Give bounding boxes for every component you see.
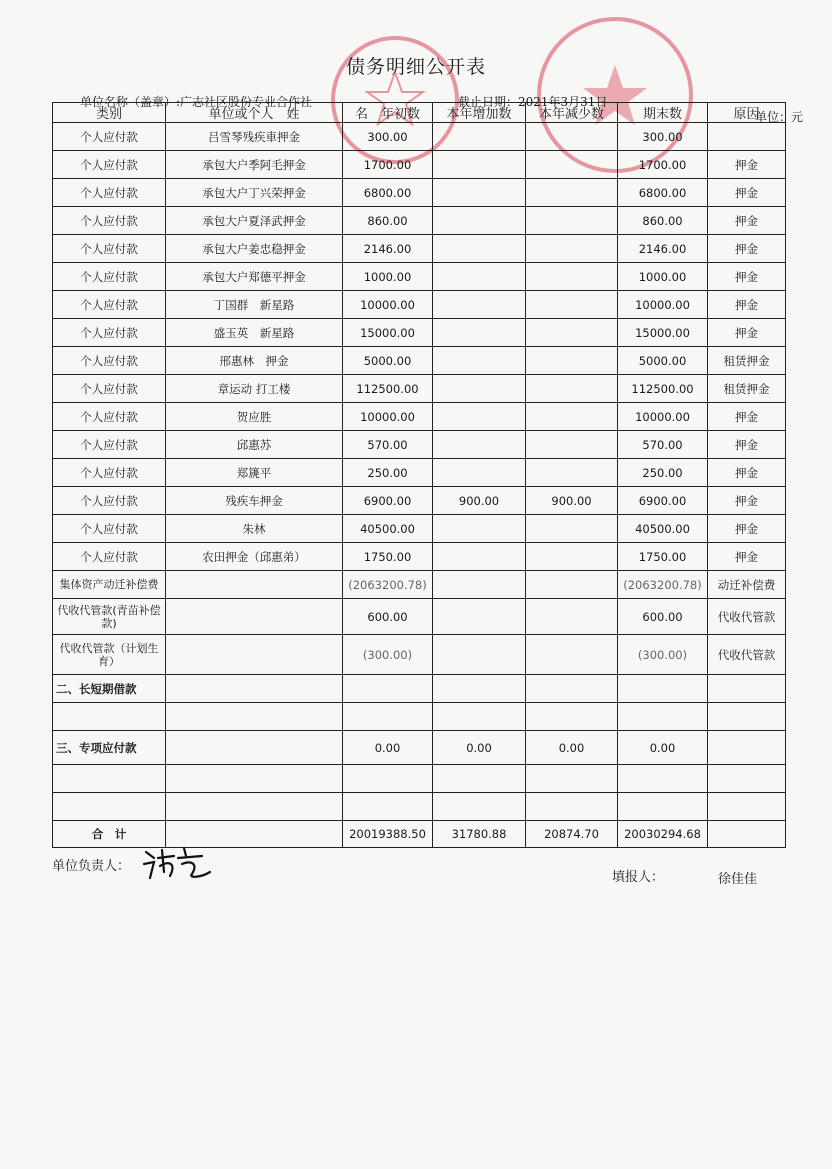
cell-increase bbox=[433, 403, 526, 431]
cell-reason: 押金 bbox=[708, 459, 786, 487]
cell-entity bbox=[166, 599, 343, 635]
cell-begin: 570.00 bbox=[343, 431, 433, 459]
cell-decrease bbox=[526, 599, 618, 635]
cell-category: 个人应付款 bbox=[53, 431, 166, 459]
cell-decrease bbox=[526, 459, 618, 487]
cell-decrease bbox=[526, 403, 618, 431]
head-signature bbox=[140, 842, 220, 882]
cell-begin: 15000.00 bbox=[343, 319, 433, 347]
header-begin-text: 年初数 bbox=[381, 107, 421, 122]
cell-reason: 押金 bbox=[708, 515, 786, 543]
cell-increase bbox=[433, 235, 526, 263]
cell-end: 570.00 bbox=[618, 431, 708, 459]
cell-end: 15000.00 bbox=[618, 319, 708, 347]
cell-increase bbox=[433, 291, 526, 319]
document-title: 债务明细公开表 bbox=[345, 56, 486, 78]
unit-name: 单位名称（盖章）:广志社区股份专业合作社 bbox=[80, 95, 313, 109]
cell-reason: 动迁补偿费 bbox=[708, 571, 786, 599]
cell-decrease bbox=[526, 291, 618, 319]
section-loans-label: 二、长短期借款 bbox=[53, 675, 166, 703]
table-row bbox=[53, 571, 786, 599]
cell-entity bbox=[166, 571, 343, 599]
cell-entity: 邱惠苏 bbox=[166, 431, 343, 459]
cell-category: 个人应付款 bbox=[53, 403, 166, 431]
cell-end: 2146.00 bbox=[618, 235, 708, 263]
cell-increase bbox=[433, 599, 526, 635]
cell-category: 个人应付款 bbox=[53, 543, 166, 571]
cell-begin: 6800.00 bbox=[343, 179, 433, 207]
cell-begin: 112500.00 bbox=[343, 375, 433, 403]
filler-label: 填报人： bbox=[612, 870, 665, 885]
cell-end: 1700.00 bbox=[618, 151, 708, 179]
cell-increase bbox=[433, 515, 526, 543]
cell-entity: 贺应胜 bbox=[166, 403, 343, 431]
special-increase: 0.00 bbox=[433, 731, 526, 765]
special-decrease: 0.00 bbox=[526, 731, 618, 765]
cell-reason bbox=[708, 123, 786, 151]
cell-entity: 农田押金（邱惠弟） bbox=[166, 543, 343, 571]
cell-decrease bbox=[526, 235, 618, 263]
cell-end: 10000.00 bbox=[618, 403, 708, 431]
cell-reason: 押金 bbox=[708, 235, 786, 263]
cell-decrease bbox=[526, 151, 618, 179]
cell-begin: 5000.00 bbox=[343, 347, 433, 375]
special-end: 0.00 bbox=[618, 731, 708, 765]
cell-category: 个人应付款 bbox=[53, 375, 166, 403]
header-name-suffix: 名 bbox=[354, 107, 368, 122]
table-row bbox=[53, 431, 786, 459]
cell-decrease: 900.00 bbox=[526, 487, 618, 515]
cell-end: 250.00 bbox=[618, 459, 708, 487]
total-decrease: 20874.70 bbox=[526, 821, 618, 848]
cell-reason: 押金 bbox=[708, 207, 786, 235]
cell-decrease bbox=[526, 635, 618, 675]
cell-begin: 1750.00 bbox=[343, 543, 433, 571]
total-end: 20030294.68 bbox=[618, 821, 708, 848]
header-entity-text: 单位或个人 姓 bbox=[208, 107, 300, 122]
cell-category: 个人应付款 bbox=[53, 263, 166, 291]
cell-decrease bbox=[526, 207, 618, 235]
table-row bbox=[53, 291, 786, 319]
cell-begin: 40500.00 bbox=[343, 515, 433, 543]
cell-reason: 押金 bbox=[708, 487, 786, 515]
table-row bbox=[53, 347, 786, 375]
cell-category: 集体资产动迁补偿费 bbox=[53, 571, 166, 599]
blank-row bbox=[53, 703, 786, 731]
debt-detail-table bbox=[52, 102, 786, 848]
section-special-label: 三、专项应付款 bbox=[53, 731, 166, 765]
cell-increase bbox=[433, 571, 526, 599]
cell-decrease bbox=[526, 515, 618, 543]
table-row bbox=[53, 319, 786, 347]
filler-name: 徐佳佳 bbox=[718, 872, 758, 887]
header-end: 期末数 bbox=[618, 103, 708, 123]
cell-begin: 600.00 bbox=[343, 599, 433, 635]
cell-entity: 承包大户郑德平押金 bbox=[166, 263, 343, 291]
section-row-loans bbox=[53, 675, 786, 703]
total-increase: 31780.88 bbox=[433, 821, 526, 848]
cell-begin: (2063200.78) bbox=[343, 571, 433, 599]
cell-entity: 章运动 打工楼 bbox=[166, 375, 343, 403]
table-row bbox=[53, 515, 786, 543]
header-entity bbox=[166, 103, 343, 123]
cell-end: (300.00) bbox=[618, 635, 708, 675]
header-category: 类别 bbox=[53, 103, 166, 123]
total-label: 合 计 bbox=[53, 821, 166, 848]
cell-end: (2063200.78) bbox=[618, 571, 708, 599]
cell-begin: 6900.00 bbox=[343, 487, 433, 515]
cell-entity bbox=[166, 635, 343, 675]
head-label: 单位负责人： bbox=[52, 859, 131, 874]
cell-category: 代收代管款(青苗补偿款) bbox=[53, 599, 166, 635]
cell-begin: (300.00) bbox=[343, 635, 433, 675]
cell-entity: 郑篪平 bbox=[166, 459, 343, 487]
table-row bbox=[53, 151, 786, 179]
cell-reason: 押金 bbox=[708, 543, 786, 571]
cell-entity: 盛玉英 新星路 bbox=[166, 319, 343, 347]
cell-reason: 押金 bbox=[708, 431, 786, 459]
cell-entity: 承包大户姜忠稳押金 bbox=[166, 235, 343, 263]
cell-increase bbox=[433, 151, 526, 179]
cell-increase bbox=[433, 635, 526, 675]
cell-end: 1000.00 bbox=[618, 263, 708, 291]
cell-category: 个人应付款 bbox=[53, 207, 166, 235]
currency-unit: 单位：元 bbox=[755, 110, 804, 124]
cell-category: 个人应付款 bbox=[53, 459, 166, 487]
cell-begin: 1700.00 bbox=[343, 151, 433, 179]
cell-end: 1750.00 bbox=[618, 543, 708, 571]
table-row bbox=[53, 487, 786, 515]
cell-end: 6900.00 bbox=[618, 487, 708, 515]
table-row bbox=[53, 263, 786, 291]
table-row bbox=[53, 543, 786, 571]
cell-reason: 押金 bbox=[708, 403, 786, 431]
cell-increase bbox=[433, 179, 526, 207]
cell-end: 600.00 bbox=[618, 599, 708, 635]
total-begin: 20019388.50 bbox=[343, 821, 433, 848]
blank-row bbox=[53, 793, 786, 821]
cell-decrease bbox=[526, 347, 618, 375]
cell-entity: 朱林 bbox=[166, 515, 343, 543]
header-decrease: 本年减少数 bbox=[526, 103, 618, 123]
cell-entity: 邢惠林 押金 bbox=[166, 347, 343, 375]
cell-end: 5000.00 bbox=[618, 347, 708, 375]
cell-begin: 2146.00 bbox=[343, 235, 433, 263]
table-row bbox=[53, 235, 786, 263]
cell-decrease bbox=[526, 179, 618, 207]
cell-entity: 吕雪琴残疾車押金 bbox=[166, 123, 343, 151]
cell-reason: 押金 bbox=[708, 179, 786, 207]
cell-increase bbox=[433, 319, 526, 347]
cell-begin: 300.00 bbox=[343, 123, 433, 151]
cell-category: 个人应付款 bbox=[53, 235, 166, 263]
cell-entity: 承包大户丁兴荣押金 bbox=[166, 179, 343, 207]
cell-entity: 承包大户夏泽武押金 bbox=[166, 207, 343, 235]
section-row-special bbox=[53, 731, 786, 765]
header-increase: 本年增加数 bbox=[433, 103, 526, 123]
header-row bbox=[53, 103, 786, 123]
table-row bbox=[53, 403, 786, 431]
blank-row bbox=[53, 765, 786, 793]
cell-category: 个人应付款 bbox=[53, 179, 166, 207]
cell-reason: 押金 bbox=[708, 291, 786, 319]
cell-decrease bbox=[526, 319, 618, 347]
cell-reason: 租赁押金 bbox=[708, 347, 786, 375]
cell-category: 个人应付款 bbox=[53, 291, 166, 319]
cell-category: 个人应付款 bbox=[53, 151, 166, 179]
cell-end: 6800.00 bbox=[618, 179, 708, 207]
table-row bbox=[53, 123, 786, 151]
cell-reason: 租赁押金 bbox=[708, 375, 786, 403]
cell-category: 个人应付款 bbox=[53, 347, 166, 375]
header-begin bbox=[343, 103, 433, 123]
table-row bbox=[53, 179, 786, 207]
cell-category: 代收代管款（计划生育） bbox=[53, 635, 166, 675]
cell-increase bbox=[433, 123, 526, 151]
table-row bbox=[53, 635, 786, 675]
table-row bbox=[53, 375, 786, 403]
cell-increase bbox=[433, 207, 526, 235]
cell-category: 个人应付款 bbox=[53, 319, 166, 347]
cell-decrease bbox=[526, 263, 618, 291]
cell-decrease bbox=[526, 543, 618, 571]
special-begin: 0.00 bbox=[343, 731, 433, 765]
cell-reason: 代收代管款 bbox=[708, 599, 786, 635]
cell-increase bbox=[433, 543, 526, 571]
cell-begin: 860.00 bbox=[343, 207, 433, 235]
cell-category: 个人应付款 bbox=[53, 487, 166, 515]
cell-increase bbox=[433, 347, 526, 375]
cell-end: 860.00 bbox=[618, 207, 708, 235]
table-row bbox=[53, 459, 786, 487]
cell-reason: 代收代管款 bbox=[708, 635, 786, 675]
cell-increase bbox=[433, 375, 526, 403]
cell-entity: 承包大户季阿毛押金 bbox=[166, 151, 343, 179]
cell-category: 个人应付款 bbox=[53, 123, 166, 151]
cell-end: 112500.00 bbox=[618, 375, 708, 403]
cell-end: 300.00 bbox=[618, 123, 708, 151]
table-row bbox=[53, 207, 786, 235]
cell-increase bbox=[433, 459, 526, 487]
as-of-date: 截止日期：2021年3月31日 bbox=[458, 95, 608, 109]
cell-end: 40500.00 bbox=[618, 515, 708, 543]
cell-increase: 900.00 bbox=[433, 487, 526, 515]
cell-begin: 250.00 bbox=[343, 459, 433, 487]
cell-increase bbox=[433, 263, 526, 291]
cell-begin: 1000.00 bbox=[343, 263, 433, 291]
cell-decrease bbox=[526, 431, 618, 459]
cell-end: 10000.00 bbox=[618, 291, 708, 319]
cell-increase bbox=[433, 431, 526, 459]
cell-reason: 押金 bbox=[708, 151, 786, 179]
cell-entity: 丁国群 新星路 bbox=[166, 291, 343, 319]
cell-decrease bbox=[526, 123, 618, 151]
cell-begin: 10000.00 bbox=[343, 403, 433, 431]
cell-begin: 10000.00 bbox=[343, 291, 433, 319]
cell-reason: 押金 bbox=[708, 319, 786, 347]
header-reason: 原因 bbox=[708, 103, 786, 123]
table-row bbox=[53, 599, 786, 635]
cell-decrease bbox=[526, 375, 618, 403]
cell-decrease bbox=[526, 571, 618, 599]
cell-category: 个人应付款 bbox=[53, 515, 166, 543]
cell-reason: 押金 bbox=[708, 263, 786, 291]
cell-entity: 残疾车押金 bbox=[166, 487, 343, 515]
